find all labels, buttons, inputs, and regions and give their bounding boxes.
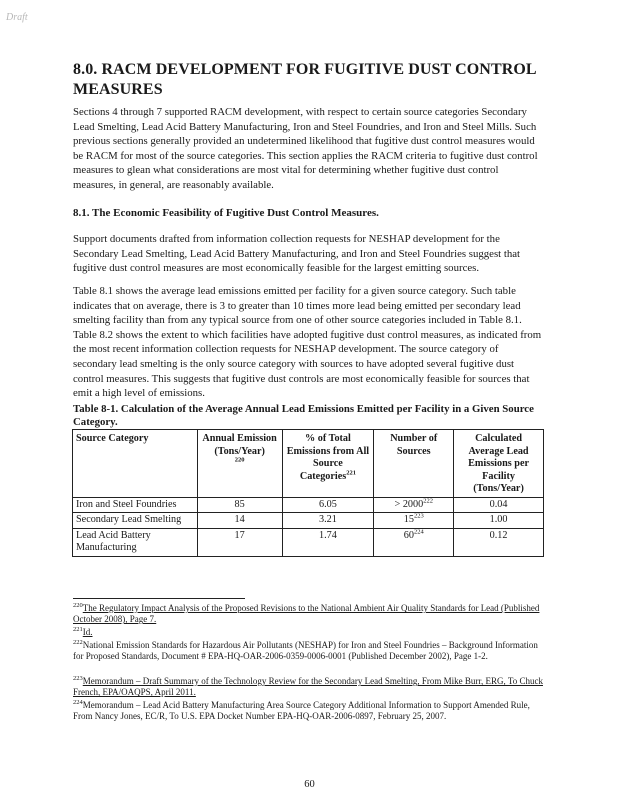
emissions-table: [72, 429, 544, 557]
cell-sources: $15^{223}$: [374, 513, 454, 529]
cell-emission: 85: [197, 497, 282, 513]
header-annual-emission: Annual Emission (Tons/Year) $^{220}$: [197, 430, 282, 498]
cell-percent: 6.05: [282, 497, 374, 513]
header-number-of-sources: Number of Sources: [374, 430, 454, 498]
section-heading: 8.1. The Economic Feasibility of Fugitive Dust Control Measures.: [73, 207, 379, 219]
table-header-row: [73, 430, 544, 498]
footnote-divider: [73, 598, 245, 599]
header-percent-total: % of Total Emissions from All Source Categories$^{221}$: [282, 430, 374, 498]
cell-calculated: 1.00: [454, 513, 544, 529]
footnote: $^{220}$The Regulatory Impact Analysis of the Proposed Revisions to the National Ambient Air Quality Standards for Lead (Published October 2008), Page 7.: [73, 602, 540, 625]
intro-paragraph: Sections 4 through 7 supported RACM development, with respect to certain source categories Secondary Lead Smelting, Lead Acid Battery Manufacturing, Iron and Steel Foundries, and Iron and Steel Mills. Such previous sections generally provided an undetermined likelihood that fugitive dust control measures would be RACM for most of the source categories. This section applies the RACM criteria to fugitive dust control measures to glean what considerations are most vital for determining whether fugitive dust control measures, in general, are reasonably available.: [73, 106, 538, 191]
table-row: [73, 513, 544, 529]
paragraph-table-discussion: Table 8.1 shows the average lead emissions emitted per facility for a given source category. Such table indicates that on average, there is 3 to greater than 10 times more lead being emitted per secondary lead smelting facility than from any typical source from one of other source categories included in Table 8.1. Table 8.2 shows the extent to which facilities have adopted fugitive dust control measures, as indicated from the most recent information collection requests for NESHAP development. The source category of secondary lead smelting is the only source category with sources to have adopted several fugitive dust control measures. This suggests that fugitive dust controls are most economically feasible for sources that emit a high level of emissions.: [73, 285, 542, 400]
table-row: [73, 497, 544, 513]
footnote: $^{221}$Id.: [73, 626, 93, 637]
cell-calculated: 0.04: [454, 497, 544, 513]
footnote-ref: 221: [346, 469, 356, 477]
cell-emission: 17: [197, 528, 282, 556]
table-row: [73, 528, 544, 556]
footnote: $^{222}$National Emission Standards for Hazardous Air Pollutants (NESHAP) for Iron and Steel Foundries – Background Information for Proposed Standards, Document # EPA-HQ-OAR-2006-0359-0006-0001 (Published December 2002), Page 1-2.: [73, 639, 538, 662]
cell-category: Secondary Lead Smelting: [73, 513, 198, 529]
cell-category: Lead Acid Battery Manufacturing: [73, 528, 198, 556]
cell-emission: 14: [197, 513, 282, 529]
cell-calculated: 0.12: [454, 528, 544, 556]
cell-percent: 1.74: [282, 528, 374, 556]
cell-sources: > $2000^{222}$: [374, 497, 454, 513]
header-source-category: Source Category: [73, 430, 198, 498]
draft-watermark: Draft: [6, 12, 28, 23]
footnote: $^{223}$Memorandum – Draft Summary of the Technology Review for the Secondary Lead Smelting, From Mike Burr, ERG, To Chuck French, EPA/OAQPS, April 2011.: [73, 675, 543, 698]
page-number: 60: [304, 779, 315, 790]
header-calculated-average: Calculated Average Lead Emissions per Facility (Tons/Year): [454, 430, 544, 498]
page-title: 8.0. RACM DEVELOPMENT FOR FUGITIVE DUST CONTROL MEASURES: [73, 61, 536, 98]
cell-percent: 3.21: [282, 513, 374, 529]
table-caption: Table 8-1. Calculation of the Average Annual Lead Emissions Emitted per Facility in a Given Source Category.: [73, 403, 534, 428]
paragraph-support-documents: Support documents drafted from information collection requests for NESHAP development for the Secondary Lead Smelting, Lead Acid Battery Manufacturing, and Iron and Steel Foundries suggest that fugitive dust control measures are most economically feasible for the largest emitting sources.: [73, 233, 521, 275]
cell-category: Iron and Steel Foundries: [73, 497, 198, 513]
footnote: $^{224}$Memorandum – Lead Acid Battery Manufacturing Area Source Category Additional Information to Support Amended Rule, From Nancy Jones, EC/R, To U.S. EPA Docket Number EPA-HQ-OAR-2006-0897, February 25, 2007.: [73, 699, 530, 722]
footnote-ref: 220: [234, 456, 245, 464]
cell-sources: $60^{224}$: [374, 528, 454, 556]
